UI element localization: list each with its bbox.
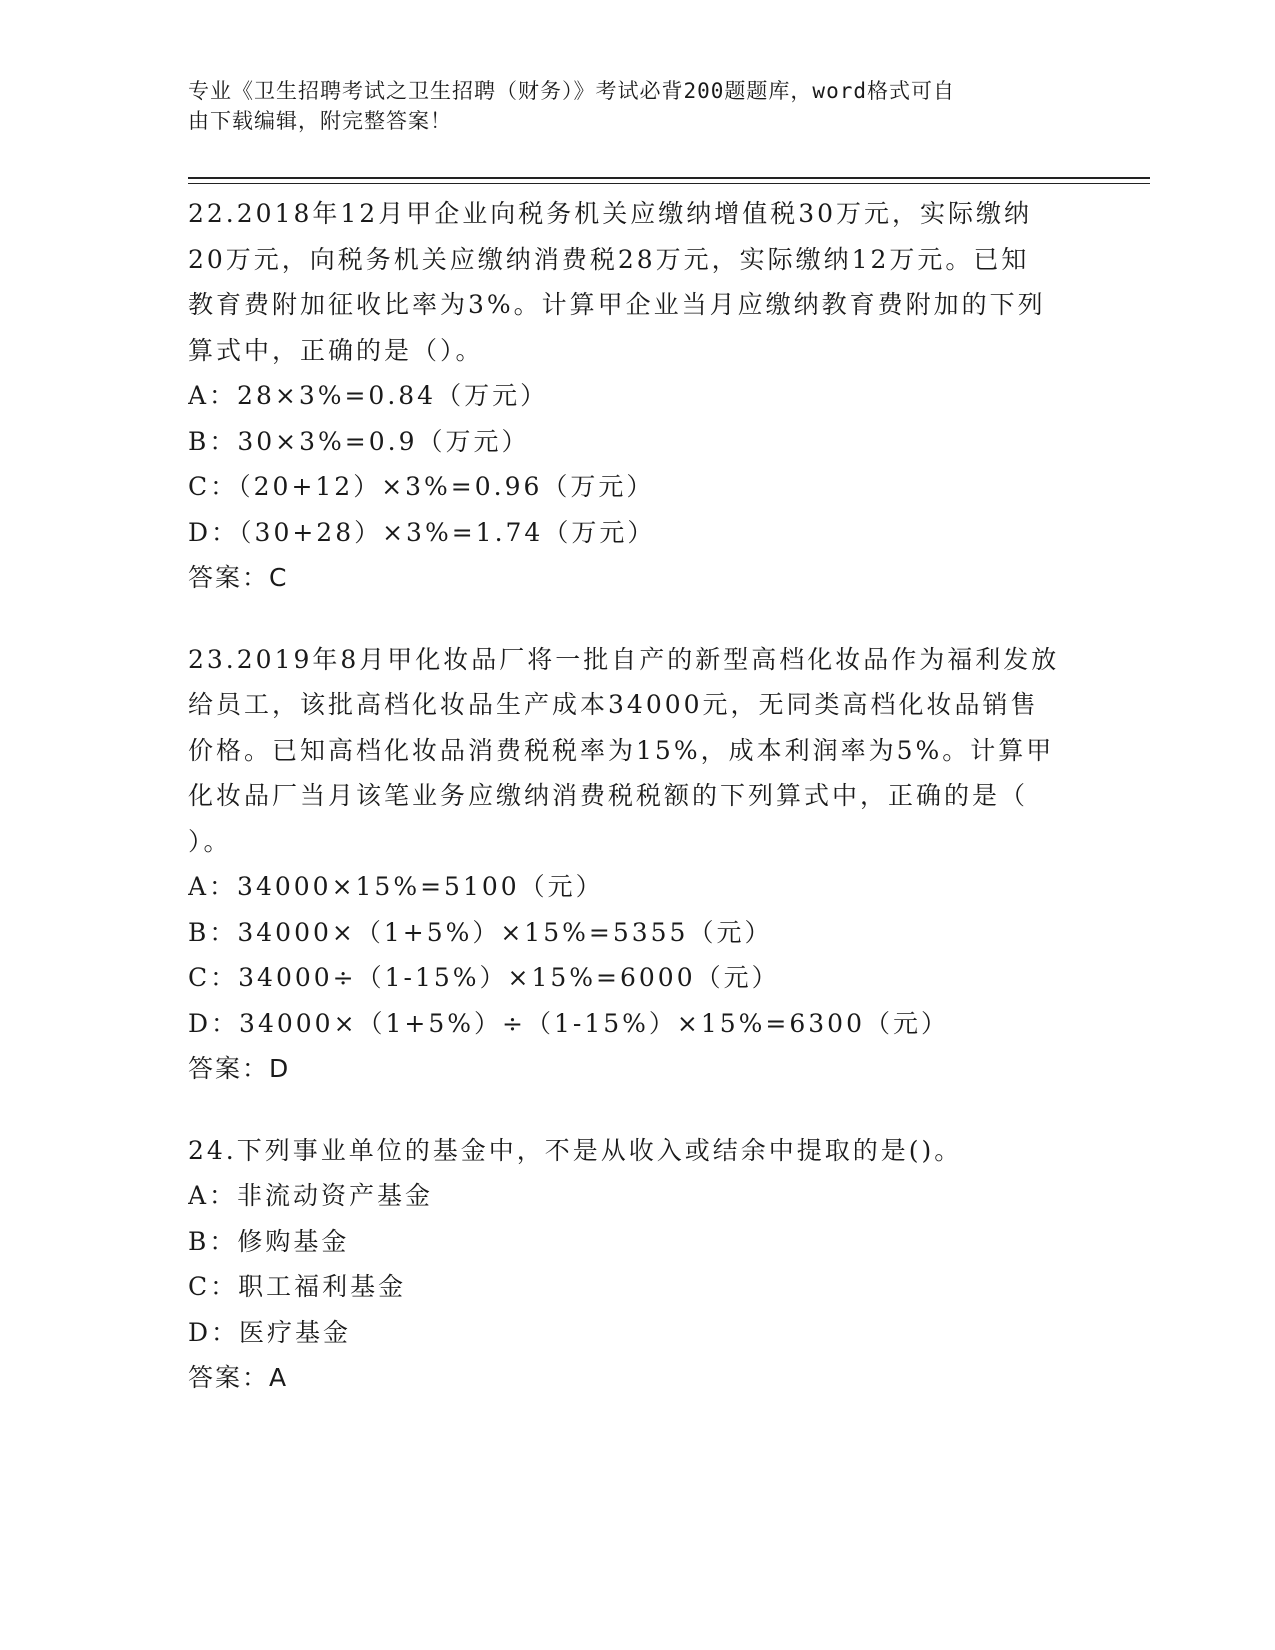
option-a: A：34000×15%=5100（元）: [188, 872, 604, 901]
question-stem-line: 算式中，正确的是（）。: [188, 335, 484, 365]
question-list: [188, 191, 1078, 1437]
header-divider-thin: [188, 183, 1150, 184]
answer-line: 答案：A: [188, 1363, 289, 1392]
question-22: [188, 191, 1078, 601]
question-stem-line: 价格。已知高档化妆品消费税税率为15%，成本利润率为5%。计算甲: [188, 735, 1055, 765]
answer-line: 答案：D: [188, 1054, 291, 1083]
option-a: A：非流动资产基金: [188, 1181, 434, 1210]
option-d: D：34000×（1+5%）÷（1-15%）×15%=6300（元）: [188, 1008, 949, 1038]
option-a: A：28×3%=0.84（万元）: [188, 381, 549, 410]
question-stem-line: 20万元，向税务机关应缴纳消费税28万元，实际缴纳12万元。已知: [188, 244, 1030, 274]
option-d: D：（30+28）×3%=1.74（万元）: [188, 517, 656, 547]
answer-line: 答案：C: [188, 563, 289, 592]
question-stem-line: 22.2018年12月甲企业向税务机关应缴纳增值税30万元，实际缴纳: [188, 199, 1033, 228]
header-line-2: 由下载编辑，附完整答案！: [188, 109, 452, 133]
option-d: D：医疗基金: [188, 1317, 352, 1347]
header-line-1: 专业《卫生招聘考试之卫生招聘（财务）》考试必背200题题库，word格式可自: [188, 79, 955, 103]
option-c: C：职工福利基金: [188, 1272, 407, 1301]
question-stem-line: 化妆品厂当月该笔业务应缴纳消费税税额的下列算式中，正确的是（: [188, 781, 1029, 810]
option-b: B：34000×（1+5%）×15%=5355（元）: [188, 917, 773, 947]
question-stem-line: ）。: [188, 826, 232, 856]
question-24: [188, 1128, 1078, 1401]
option-c: C：34000÷（1-15%）×15%=6000（元）: [188, 963, 780, 992]
header-divider-thick: [188, 177, 1150, 179]
option-c: C：（20+12）×3%=0.96（万元）: [188, 472, 655, 501]
option-b: B：30×3%=0.9（万元）: [188, 426, 530, 456]
document-header: [188, 76, 1068, 136]
option-b: B：修购基金: [188, 1226, 350, 1256]
question-stem-line: 给员工，该批高档化妆品生产成本34000元，无同类高档化妆品销售: [188, 690, 1039, 719]
question-stem-line: 24.下列事业单位的基金中，不是从收入或结余中提取的是()。: [188, 1135, 963, 1165]
question-23: [188, 637, 1078, 1092]
question-stem-line: 23.2019年8月甲化妆品厂将一批自产的新型高档化妆品作为福利发放: [188, 644, 1060, 674]
question-stem-line: 教育费附加征收比率为3%。计算甲企业当月应缴纳教育费附加的下列: [188, 290, 1046, 319]
